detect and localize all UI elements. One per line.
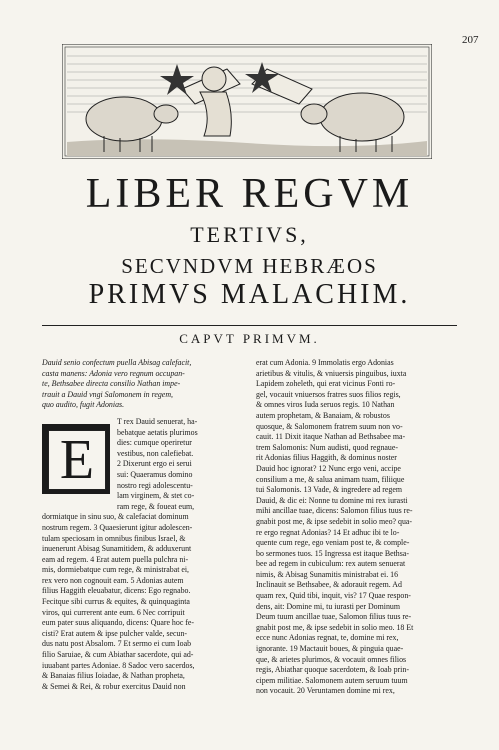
text-line: quente cum rege, ego veniam post te, & comple- [256,538,410,548]
text-line: ram rege, & foueat eum, [117,501,195,511]
text-line: 2 Dixerunt ergo ei serui [117,459,192,469]
text-line: & Semei & Rei, & robur exercitus Dauid non [42,681,186,691]
text-line: cisti? Erat autem & ipse pulcher valde, secun- [42,628,188,638]
title-line-2: TERTIVS, [190,222,309,247]
header-rule [42,325,457,326]
text-line: dens, ait: Domine mi, tu iurasti per Dominum [256,601,400,611]
text-line: ignorante. 19 Mactauit boues, & pinguia quae- [256,644,404,654]
text-line: re ergo regnat Adonias? 14 Et adhuc ibi te lo- [256,527,400,537]
summary-line: casta manens: Adonia vero regnum occupan- [42,368,185,378]
right-column [256,358,460,697]
text-line: quam rex, Quid tibi, inquit, vis? 17 Quae respon- [256,591,411,601]
text-line: Lapidem zoheleth, qui erat vicinus Fonti ro- [256,379,396,389]
text-line: & omnes viros Iuda seruos regis. 10 Nathan [256,400,395,410]
text-line: cauit. 11 Dixit itaque Nathan ad Bethsabee ma- [256,432,406,442]
text-line: T rex Dauid senuerat, ha- [117,416,198,426]
summary-line: trauit a Dauid vngi Salomonem in regem, [42,389,173,399]
title-line-4: PRIMVS MALACHIM. [88,279,411,310]
text-line: filius Haggith eleuabatur, dicens: Ego regnabo. [42,586,191,596]
text-line: lam virginem, & stet co- [117,491,195,501]
title-line-1: LIBER REGVM [85,171,414,217]
text-line: ecce nunc Adonias regnat, te, domine mi rex, [256,633,399,643]
text-line: erat cum Adonia. 9 Immolatis ergo Adonias [256,358,394,367]
text-line: mihi ancillae tuae, dicens: Salomon filius tuus re- [256,506,413,516]
text-line: & Banaias filius Ioiadae, & Nathan propheta, [42,671,185,681]
left-column [42,358,247,692]
text-line: bee ad regem in cubiculum: rex autem senuerat [256,559,406,569]
text-line: consilium a me, & salua animam tuam, filiique [256,474,405,484]
text-line: dormiatque in sinu suo, & calefaciat dominum [42,512,189,522]
text-line: gel, vocauit vniuersos fratres suos filios regis, [256,389,401,399]
text-line: tui Salomonis. 13 Vade, & ingredere ad regem [256,485,403,495]
text-line: autem prophetam, & Banaiam, & robustos [256,410,390,420]
text-line: bo sermones tuos. 15 Ingressa est itaque Bethsa- [256,548,409,558]
text-line: Deum tuum ancillae tuae, Salomon filius tuus re- [256,612,412,622]
text-line: tulam speciosam in omnibus finibus Israel, & [42,533,186,543]
text-line: trem Salomonis: Num audisti, quod regnaue- [256,442,399,452]
text-line: non vocauit. 20 Veruntamen domine mi rex, [256,686,395,696]
text-line: arietibus & vitulis, & vniuersis pinguibus, iuxta [256,368,407,378]
summary-line: quo audito, fugit Adonias. [42,400,125,410]
text-line: viros, qui currerent ante eum. 6 Nec corripuit [42,607,185,617]
text-line: gnabit post me, & ipse sedebit in solio meo? qua- [256,516,413,526]
text-line: bebatque aetatis plurimos [117,427,198,437]
text-line: Inclinauit se Bethsabee, & adorauit regem. Ad [256,580,402,590]
chapter-heading: CAPVT PRIMVM. [179,331,320,346]
text-line: iuuabant partes Adoniae. 8 Sadoc vero sacerdos, [42,660,195,670]
text-line: nostro regi adolescentu- [117,480,193,490]
text-line: sui: Quaeramus domino [117,469,193,479]
text-line: cipem militiae. Salomonem autem seruum tuum [256,675,408,685]
text-line: rit Adonias filius Haggith, & dominus noster [256,453,397,463]
text-line: Dauid, & dic ei: Nonne tu domine mi rex iurasti [256,495,408,505]
summary-line: te, Bethsabee directa consilio Nathan impe- [42,379,181,389]
summary-line: Dauid senio confectum puella Abisag calefacit, [42,358,192,367]
text-line: que, & arietes plurimos, & vocauit omnes filios [256,654,407,664]
decorated-initial [42,424,110,494]
text-line: eam ad regem. 4 Erat autem puella pulchra ni- [42,554,189,564]
text-line: dies: cumque operiretur [117,438,192,448]
text-line: nostrum regem. 3 Quaesierunt igitur adolescen- [42,522,193,532]
text-line: filio Saruiae, & cum Abiathar sacerdote, qui ad- [42,650,194,660]
title-line-3: SECVNDVM HEBRÆOS [121,254,378,278]
text-line: Dauid hoc ignorat? 12 Nunc ergo veni, accipe [256,463,401,473]
text-line: inuenerunt Abisag Sunamitidem, & adduxerunt [42,544,192,554]
text-line: mis, dormiebatque cum rege, & ministrabat ei, [42,565,190,575]
text-line: nimis, & Abisag Sunamitis ministrabat ei. 16 [256,569,399,579]
initial-letter: E [48,430,106,490]
text-line: quosque, & Salomonem fratrem suum non vo- [256,421,403,431]
text-line: Fecitque sibi currus & equites, & quinquaginta [42,597,190,607]
text-line: dus natu post Absalom. 7 Et sermo ei cum Ioab [42,639,192,649]
text-line: gnabit post me, & ipse sedebit in solio meo. 18 Et [256,622,414,632]
text-line: regis, Abiathar quoque sacerdotem, & Ioab prin- [256,665,409,675]
text-line: rex vero non cognouit eam. 5 Adonias autem [42,575,184,585]
headpiece-engraving [62,44,432,159]
page-number: 207 [462,34,479,46]
text-line: eum pater suus aliquando, dicens: Quare hoc fe- [42,618,195,628]
text-line: vestibus, non calefiebat. [117,448,194,458]
